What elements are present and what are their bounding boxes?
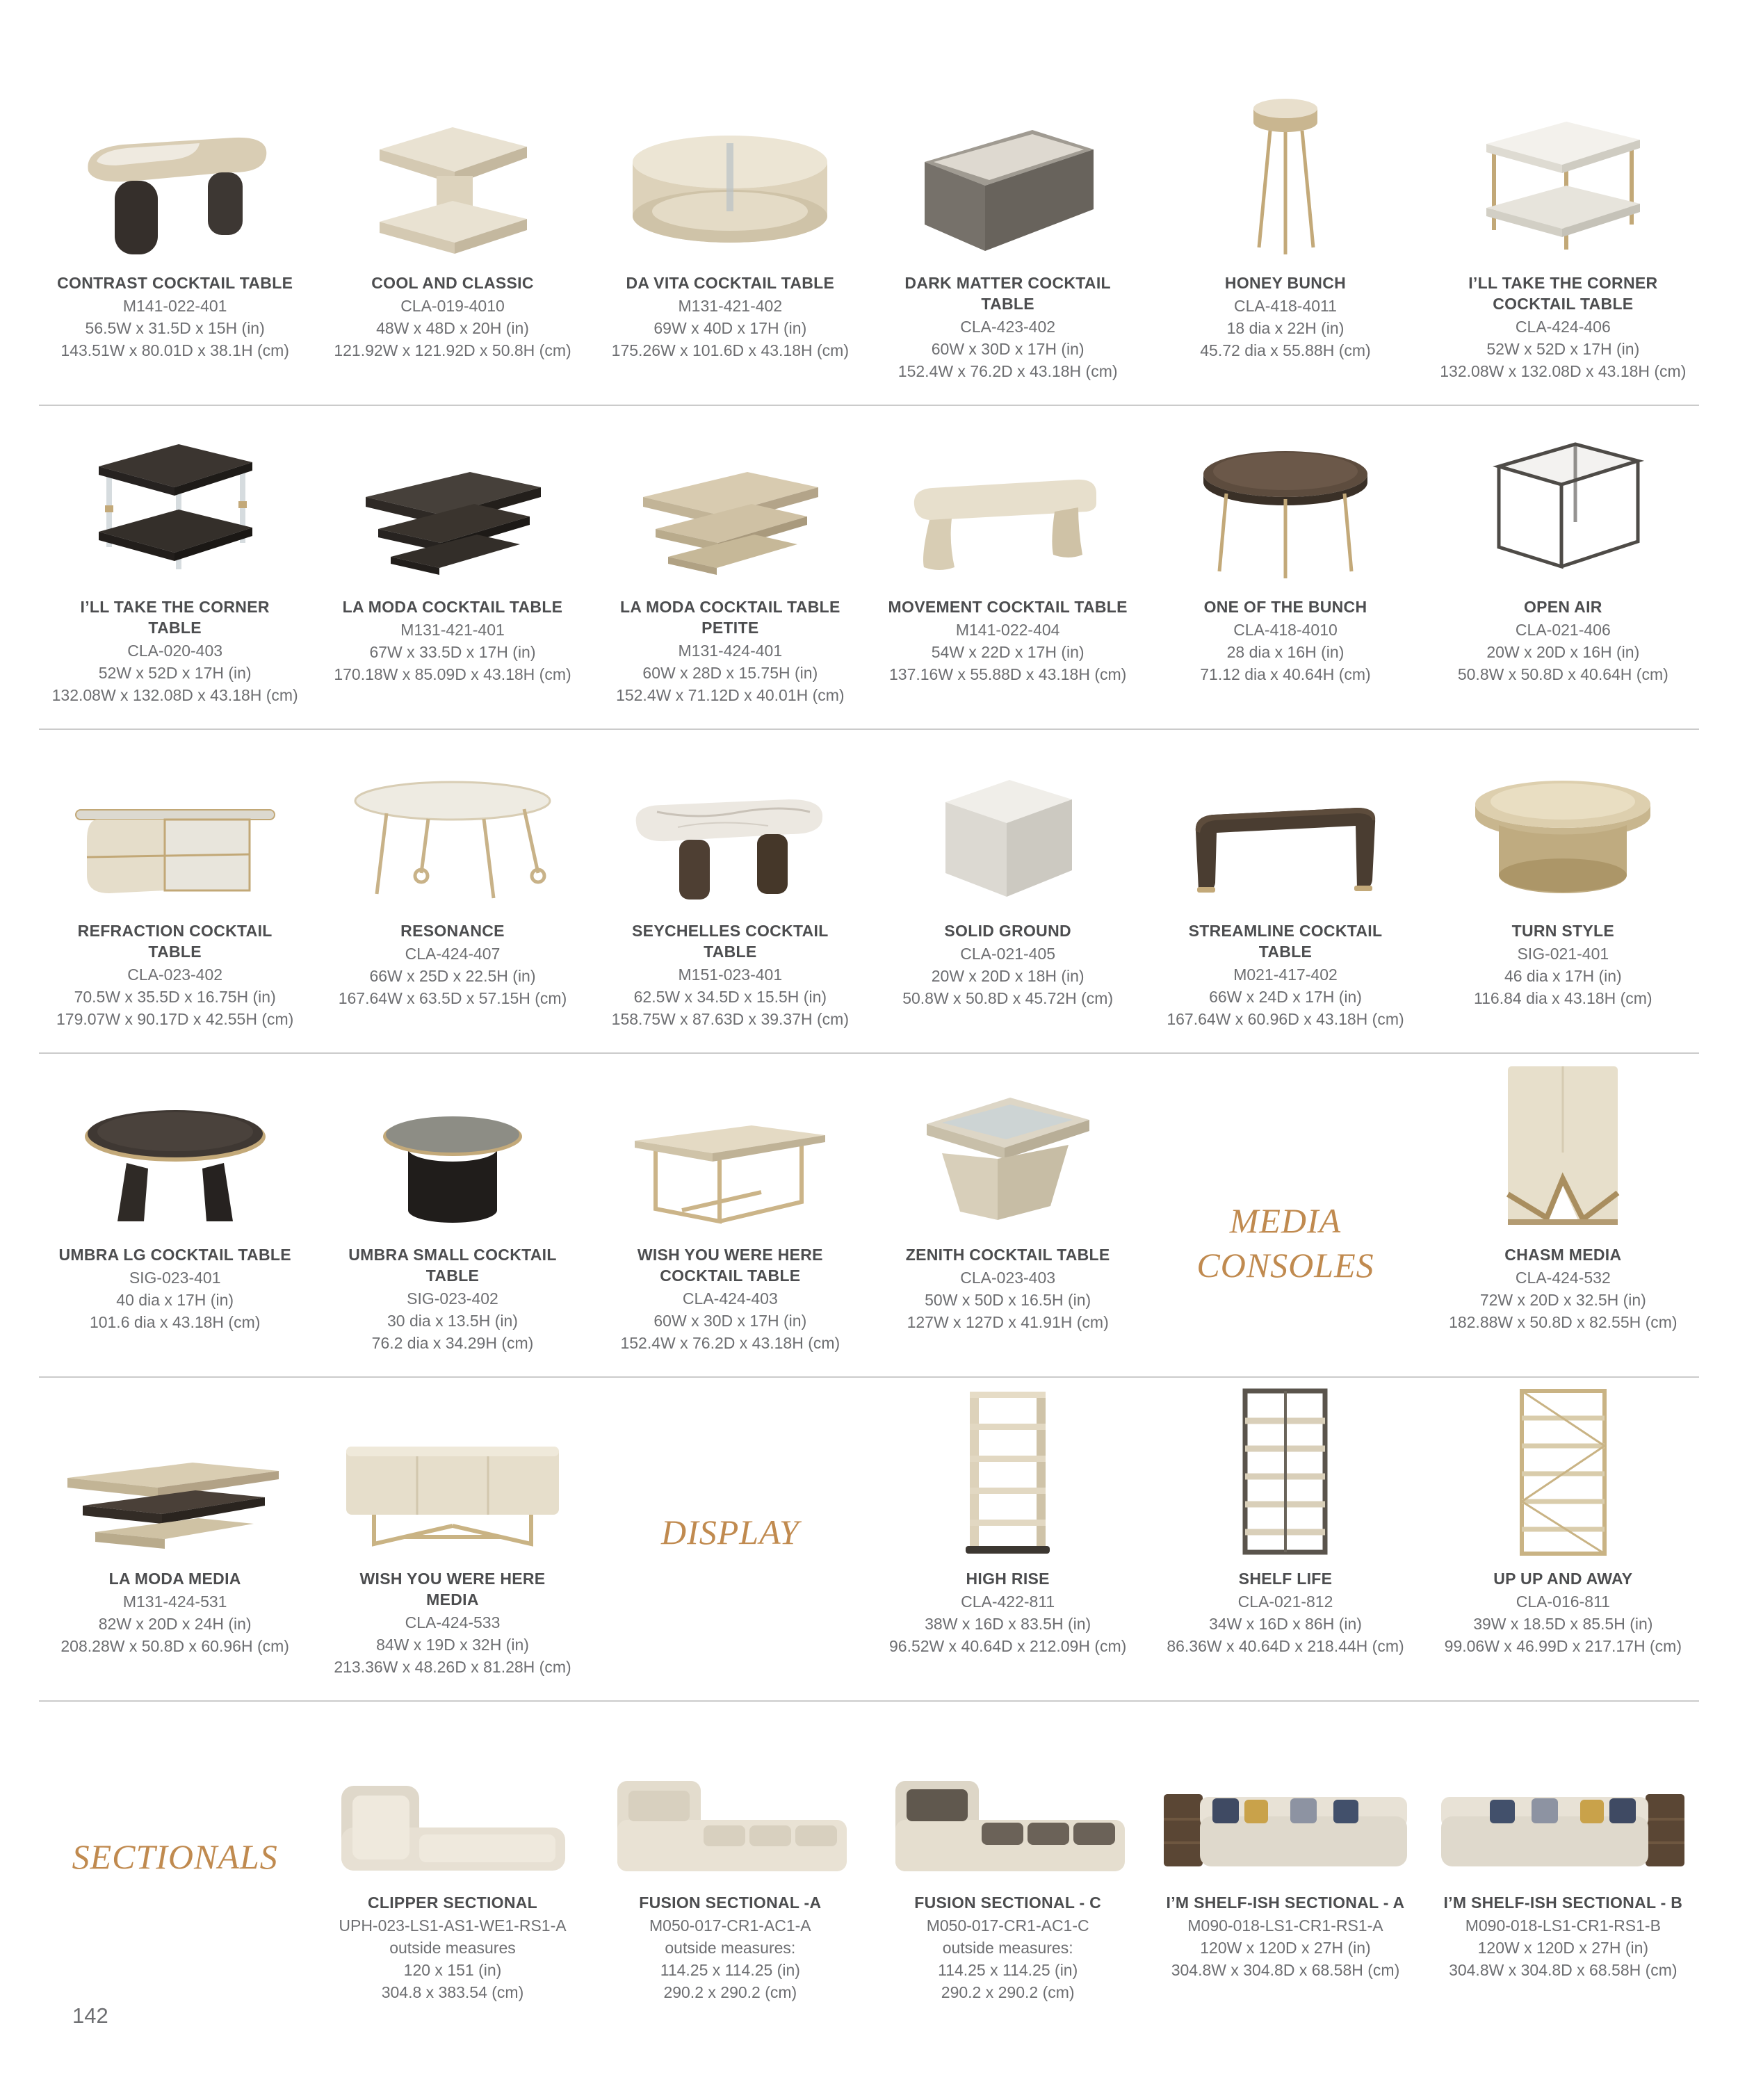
product-sku: CLA-019-4010 [400,297,505,315]
product-image-streamline [1171,738,1400,911]
product-row [0,730,1738,1034]
product-sku: CLA-016-811 [1516,1593,1610,1611]
product-dimensions: 121.92W x 121.92D x 50.8H (cm) [334,341,571,359]
product-card [36,738,314,1030]
product-dimensions: 132.08W x 132.08D x 43.18H (cm) [51,686,298,704]
product-card [592,1062,869,1354]
product-sku: M021-417-402 [1233,966,1338,984]
product-image-la_moda_media [47,1386,304,1558]
product-image-umbra_small [362,1062,543,1235]
product-dimensions: 66W x 25D x 22.5H (in) [369,967,536,985]
product-sku: CLA-020-403 [127,642,223,660]
product-image-shelf_life [1228,1386,1342,1558]
product-card [1424,1386,1702,1657]
product-sku: CLA-424-407 [405,945,501,963]
product-image-la_moda_petite [615,414,845,587]
product-dimensions: 76.2 dia x 34.29H (cm) [371,1334,534,1352]
product-sku: CLA-023-403 [960,1269,1056,1287]
product-dimensions: 213.36W x 48.26D x 81.28H (cm) [334,1658,571,1676]
product-dimensions: 120 x 151 (in) [403,1961,502,1979]
product-name: ZENITH COCKTAIL TABLE [905,1246,1110,1264]
product-image-solid_ground [918,738,1098,911]
product-dimensions: 20W x 20D x 16H (in) [1486,643,1640,661]
product-dimensions: 46 dia x 17H (in) [1504,967,1622,985]
product-card [1424,90,1702,382]
product-image-cool_classic [338,90,567,263]
product-name: DARK MATTER COCKTAIL TABLE [904,274,1111,313]
product-name: LA MODA COCKTAIL TABLE [342,598,563,616]
product-sku: CLA-424-533 [405,1613,501,1631]
product-sku: CLA-418-4011 [1234,297,1337,315]
product-dimensions: 34W x 16D x 86H (in) [1209,1615,1362,1633]
product-sku: CLA-424-403 [682,1289,778,1308]
product-dimensions: 20W x 20D x 18H (in) [931,967,1085,985]
product-dimensions: 84W x 19D x 32H (in) [376,1636,529,1654]
product-card [314,1062,591,1354]
product-dimensions: 170.18W x 85.09D x 43.18H (cm) [334,665,571,683]
product-image-corner_table [60,414,290,587]
product-dimensions: 71.12 dia x 40.64H (cm) [1200,665,1371,683]
product-dimensions: 70.5W x 35.5D x 16.75H (in) [74,988,276,1006]
product-sku: SIG-023-402 [407,1289,498,1308]
product-dimensions: 60W x 30D x 17H (in) [653,1312,807,1330]
product-sku: CLA-422-811 [961,1593,1055,1611]
product-sku: M050-017-CR1-AC1-A [649,1916,811,1935]
product-row [0,1378,1738,1682]
product-dimensions: 96.52W x 40.64D x 212.09H (cm) [889,1637,1127,1655]
product-name: FUSION SECTIONAL -A [639,1894,822,1912]
product-name: CHASM MEDIA [1504,1246,1622,1264]
product-image-la_moda [338,414,567,587]
product-image-contrast [60,90,290,263]
product-card [1424,1710,1702,1981]
product-name: REFRACTION COCKTAIL TABLE [77,922,273,961]
product-dimensions: 30 dia x 13.5H (in) [387,1312,518,1330]
product-dimensions: 50W x 50D x 16.5H (in) [925,1291,1091,1309]
product-dimensions: 101.6 dia x 43.18H (cm) [89,1313,261,1331]
product-dimensions: 56.5W x 31.5D x 15H (in) [85,319,265,337]
product-sku: CLA-021-812 [1237,1593,1333,1611]
product-sku: CLA-418-4010 [1233,621,1338,639]
product-card [314,414,591,685]
product-dimensions: 114.25 x 114.25 (in) [660,1961,800,1979]
product-name: I’LL TAKE THE CORNER COCKTAIL TABLE [1468,274,1658,313]
product-dimensions: 304.8W x 304.8D x 68.58H (cm) [1449,1961,1678,1979]
product-card [314,90,591,361]
product-dimensions: 38W x 16D x 83.5H (in) [925,1615,1091,1633]
product-name: LA MODA MEDIA [108,1570,241,1588]
product-name: COOL AND CLASSIC [371,274,534,292]
product-card [869,90,1146,382]
product-dimensions: 114.25 x 114.25 (in) [938,1961,1078,1979]
product-dimensions: 175.26W x 101.6D x 43.18H (cm) [611,341,849,359]
product-dimensions: 152.4W x 71.12D x 40.01H (cm) [616,686,845,704]
product-sku: CLA-023-402 [127,966,223,984]
product-name: SOLID GROUND [944,922,1071,940]
product-card [869,1710,1146,2003]
product-row [0,406,1738,710]
product-card [1424,1062,1702,1333]
product-row [0,82,1738,386]
product-dimensions: 28 dia x 16H (in) [1226,643,1345,661]
section-heading-media-consoles [1146,1062,1424,1354]
product-dimensions: outside measures: [665,1939,796,1957]
product-dimensions: 152.4W x 76.2D x 43.18H (cm) [898,362,1118,380]
product-image-one_of_bunch [1171,414,1400,587]
product-image-open_air [1459,414,1667,587]
product-name: FUSION SECTIONAL - C [914,1894,1102,1912]
product-sku: M050-017-CR1-AC1-C [926,1916,1089,1935]
product-dimensions: 52W x 52D x 17H (in) [98,664,252,682]
product-card [36,1386,314,1657]
product-name: RESONANCE [400,922,505,940]
product-image-honey_bunch [1219,90,1351,263]
product-name: LA MODA COCKTAIL TABLE PETITE [620,598,840,637]
product-sku: M131-424-531 [122,1593,227,1611]
product-dimensions: 72W x 20D x 32.5H (in) [1479,1291,1646,1309]
section-heading-line: CONSOLES [1196,1246,1374,1285]
product-image-im_shelfish_b [1429,1710,1697,1882]
product-dimensions: 290.2 x 290.2 (cm) [663,1983,797,2001]
product-dimensions: 120W x 120D x 27H (in) [1200,1939,1371,1957]
product-image-resonance [338,738,567,911]
product-name: WISH YOU WERE HERE MEDIA [359,1570,546,1609]
product-name: MOVEMENT COCKTAIL TABLE [888,598,1128,616]
product-card [314,1386,591,1678]
product-dimensions: outside measures [389,1939,516,1957]
product-name: HIGH RISE [966,1570,1050,1588]
product-card [869,414,1146,685]
product-image-dark_matter [893,90,1123,263]
section-heading-text [661,1510,799,1554]
product-name: UP UP AND AWAY [1493,1570,1633,1588]
product-name: ONE OF THE BUNCH [1203,598,1367,616]
product-image-wish_media [324,1386,581,1558]
product-dimensions: 67W x 33.5D x 17H (in) [369,643,536,661]
product-dimensions: 132.08W x 132.08D x 43.18H (cm) [1440,362,1687,380]
product-dimensions: 158.75W x 87.63D x 39.37H (cm) [611,1010,849,1028]
product-card [592,414,869,706]
product-sku: M151-023-401 [678,966,783,984]
product-sku: M131-424-401 [678,642,783,660]
product-sku: CLA-424-532 [1515,1269,1611,1287]
product-dimensions: 52W x 52D x 17H (in) [1486,340,1640,358]
product-dimensions: 304.8 x 383.54 (cm) [381,1983,524,2001]
page-number: 142 [72,2003,108,2028]
product-sku: M141-022-401 [122,297,227,315]
product-image-da_vita [615,90,845,263]
product-name: I’M SHELF-ISH SECTIONAL - A [1166,1894,1405,1912]
product-sku: M131-421-402 [678,297,783,315]
product-name: I’M SHELF-ISH SECTIONAL - B [1443,1894,1683,1912]
product-image-up_up_away [1506,1386,1621,1558]
product-image-high_rise [950,1386,1065,1558]
product-dimensions: 60W x 28D x 15.75H (in) [642,664,818,682]
product-sku: M131-421-401 [400,621,505,639]
product-image-fusion_a [598,1710,862,1882]
product-dimensions: 290.2 x 290.2 (cm) [941,1983,1075,2001]
product-name: WISH YOU WERE HERE COCKTAIL TABLE [637,1246,823,1285]
product-name: SEYCHELLES COCKTAIL TABLE [632,922,829,961]
product-dimensions: 208.28W x 50.8D x 60.96H (cm) [60,1637,289,1655]
product-dimensions: 152.4W x 76.2D x 43.18H (cm) [620,1334,840,1352]
product-card [1424,738,1702,1009]
product-dimensions: 45.72 dia x 55.88H (cm) [1200,341,1371,359]
section-heading-sectionals [36,1710,314,2003]
product-card [36,90,314,361]
product-card [869,738,1146,1009]
product-sku: M090-018-LS1-CR1-RS1-B [1465,1916,1661,1935]
product-image-umbra_lg [60,1062,290,1235]
product-card [36,414,314,706]
product-card [592,90,869,361]
product-dimensions: 179.07W x 90.17D x 42.55H (cm) [56,1010,294,1028]
section-heading-display [592,1386,869,1678]
product-name: HONEY BUNCH [1224,274,1347,292]
product-dimensions: 120W x 120D x 27H (in) [1477,1939,1649,1957]
product-name: CLIPPER SECTIONAL [367,1894,538,1912]
product-dimensions: 40 dia x 17H (in) [116,1291,234,1309]
product-dimensions: 62.5W x 34.5D x 15.5H (in) [633,988,827,1006]
product-dimensions: 60W x 30D x 17H (in) [931,340,1085,358]
section-heading-text [72,1834,278,1879]
product-sku: UPH-023-LS1-AS1-WE1-RS1-A [339,1916,567,1935]
product-dimensions: 127W x 127D x 41.91H (cm) [907,1313,1109,1331]
product-image-corner_cocktail [1448,90,1678,263]
product-card [314,1710,591,2003]
product-name: STREAMLINE COCKTAIL TABLE [1188,922,1383,961]
product-image-im_shelfish_a [1151,1710,1419,1882]
product-dimensions: 143.51W x 80.01D x 38.1H (cm) [60,341,289,359]
product-sku: M090-018-LS1-CR1-RS1-A [1187,1916,1383,1935]
product-card [1146,738,1424,1030]
product-dimensions: outside measures: [942,1939,1073,1957]
section-heading-line: DISPLAY [660,1513,799,1552]
product-image-refraction [60,738,290,911]
product-image-turn_style [1459,738,1667,911]
product-dimensions: 82W x 20D x 24H (in) [98,1615,252,1633]
product-card [1146,414,1424,685]
product-image-chasm [1483,1062,1643,1235]
product-name: TURN STYLE [1511,922,1615,940]
product-name: SHELF LIFE [1238,1570,1333,1588]
product-sku: SIG-023-401 [129,1269,221,1287]
product-dimensions: 116.84 dia x 43.18H (cm) [1474,989,1652,1007]
product-row [0,1054,1738,1358]
product-dimensions: 39W x 18.5D x 85.5H (in) [1473,1615,1653,1633]
product-card [592,1710,869,2003]
section-heading-text [1196,1198,1374,1287]
section-heading-line: MEDIA [1229,1201,1342,1240]
product-image-seychelles [615,738,845,911]
product-dimensions: 86.36W x 40.64D x 218.44H (cm) [1167,1637,1404,1655]
product-dimensions: 18 dia x 22H (in) [1226,319,1345,337]
product-dimensions: 137.16W x 55.88D x 43.18H (cm) [889,665,1127,683]
product-image-fusion_c [876,1710,1140,1882]
product-dimensions: 50.8W x 50.8D x 40.64H (cm) [1457,665,1668,683]
product-dimensions: 69W x 40D x 17H (in) [653,319,807,337]
product-sku: M141-022-404 [955,621,1060,639]
product-dimensions: 304.8W x 304.8D x 68.58H (cm) [1171,1961,1400,1979]
product-dimensions: 54W x 22D x 17H (in) [931,643,1085,661]
product-card [592,738,869,1030]
product-dimensions: 167.64W x 60.96D x 43.18H (cm) [1167,1010,1404,1028]
product-image-zenith [893,1062,1123,1235]
product-dimensions: 66W x 24D x 17H (in) [1209,988,1362,1006]
product-dimensions: 99.06W x 46.99D x 217.17H (cm) [1444,1637,1682,1655]
product-card [1146,1386,1424,1657]
product-dimensions: 167.64W x 63.5D x 57.15H (cm) [338,989,567,1007]
product-name: DA VITA COCKTAIL TABLE [626,274,835,292]
product-card [1146,1710,1424,1981]
product-card [36,1062,314,1333]
product-name: CONTRAST COCKTAIL TABLE [57,274,293,292]
product-dimensions: 48W x 48D x 20H (in) [376,319,529,337]
product-sku: CLA-424-406 [1515,318,1611,336]
product-name: I’LL TAKE THE CORNER TABLE [80,598,270,637]
product-sku: CLA-021-406 [1515,621,1611,639]
product-name: UMBRA SMALL COCKTAIL TABLE [348,1246,557,1285]
product-image-wish_cocktail [615,1062,845,1235]
product-sku: CLA-021-405 [960,945,1056,963]
section-heading-line: SECTIONALS [72,1837,278,1876]
product-name: OPEN AIR [1523,598,1602,616]
product-card [1424,414,1702,685]
product-card [869,1062,1146,1333]
product-dimensions: 50.8W x 50.8D x 45.72H (cm) [902,989,1114,1007]
product-dimensions: 182.88W x 50.8D x 82.55H (cm) [1449,1313,1678,1331]
product-card [869,1386,1146,1657]
product-sku: CLA-423-402 [960,318,1056,336]
product-card [1146,90,1424,361]
product-card [314,738,591,1009]
product-row [0,1702,1738,2008]
product-image-movement [893,414,1123,587]
product-name: UMBRA LG COCKTAIL TABLE [58,1246,291,1264]
product-image-clipper [320,1710,585,1882]
product-sku: SIG-021-401 [1517,945,1609,963]
